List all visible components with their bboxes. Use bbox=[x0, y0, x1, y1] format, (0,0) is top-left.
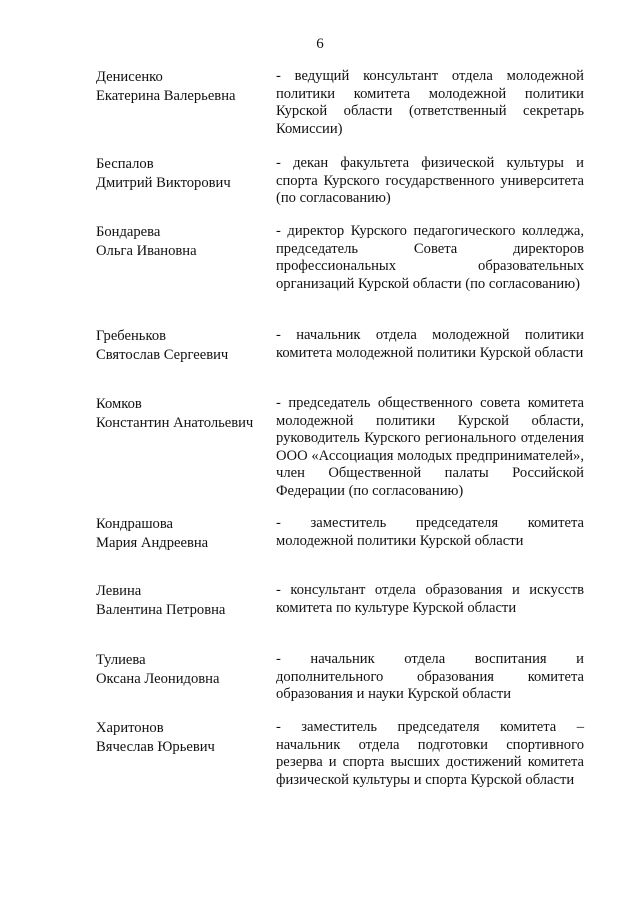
member-given-names: Святослав Сергеевич bbox=[96, 347, 229, 363]
member-surname: Левина bbox=[96, 583, 142, 599]
member-role: - директор Курского педагогического колледжа, председатель Совета директоров профессиональных образовательных организаций Курской области (по согласованию) bbox=[276, 223, 584, 292]
member-surname: Харитонов bbox=[96, 720, 164, 736]
member-given-names: Екатерина Валерьевна bbox=[96, 88, 236, 104]
member-given-names: Константин Анатольевич bbox=[96, 415, 254, 431]
member-name bbox=[96, 68, 266, 106]
member-role: - заместитель председателя комитета молодежной политики Курской области bbox=[276, 515, 584, 549]
member-given-names: Ольга Ивановна bbox=[96, 243, 197, 259]
member-surname: Тулиева bbox=[96, 652, 146, 668]
member-name bbox=[96, 719, 266, 757]
member-surname: Беспалов bbox=[96, 156, 154, 172]
member-name bbox=[96, 223, 266, 261]
member-surname: Гребеньков bbox=[96, 328, 167, 344]
member-role: - председатель общественного совета комитета молодежной политики Курской области, руководитель Курского регионального отделения ООО «Ассоциация молодых предпринимателей», член Общественной палаты Российской Федерации (по согласованию) bbox=[276, 395, 584, 499]
member-surname: Комков bbox=[96, 396, 142, 412]
member-surname: Кондрашова bbox=[96, 516, 174, 532]
member-role: - заместитель председателя комитета – начальник отдела подготовки спортивного резерва и спорта высших достижений комитета физической культуры и спорта Курской области bbox=[276, 719, 584, 788]
member-role: - начальник отдела молодежной политики комитета молодежной политики Курской области bbox=[276, 327, 584, 361]
member-role: - декан факультета физической культуры и спорта Курского государственного университета (по согласованию) bbox=[276, 155, 584, 206]
member-role: - начальник отдела воспитания и дополнительного образования комитета образования и науки Курской области bbox=[276, 651, 584, 702]
member-name bbox=[96, 582, 266, 620]
member-role: - консультант отдела образования и искусств комитета по культуре Курской области bbox=[276, 582, 584, 616]
member-given-names: Мария Андреевна bbox=[96, 535, 209, 551]
member-name bbox=[96, 155, 266, 193]
member-role: - ведущий консультант отдела молодежной политики комитета молодежной политики Курской области (ответственный секретарь Комиссии) bbox=[276, 68, 584, 137]
page-number: 6 bbox=[316, 36, 324, 52]
member-given-names: Вячеслав Юрьевич bbox=[96, 739, 215, 755]
member-name bbox=[96, 515, 266, 553]
member-name bbox=[96, 327, 266, 365]
member-surname: Денисенко bbox=[96, 69, 163, 85]
member-given-names: Валентина Петровна bbox=[96, 602, 226, 618]
member-surname: Бондарева bbox=[96, 224, 161, 240]
member-given-names: Оксана Леонидовна bbox=[96, 671, 220, 687]
member-name bbox=[96, 651, 266, 689]
member-name bbox=[96, 395, 266, 433]
member-given-names: Дмитрий Викторович bbox=[96, 175, 231, 191]
